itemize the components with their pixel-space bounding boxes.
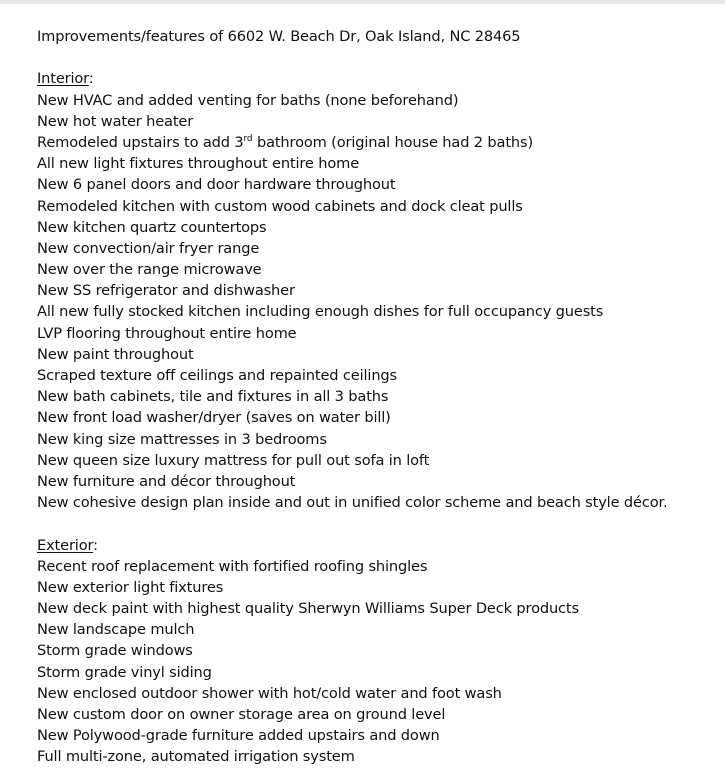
exterior-heading-line <box>37 535 717 556</box>
exterior-heading: Exterior <box>37 536 94 554</box>
top-divider <box>0 0 725 4</box>
list-item: New paint throughout <box>37 345 194 363</box>
list-item: Full multi-zone, automated irrigation system <box>37 748 355 766</box>
list-item: New queen size luxury mattress for pull out sofa in loft <box>37 451 430 469</box>
list-item <box>37 132 717 153</box>
list-item: Remodeled kitchen with custom wood cabinets and dock cleat pulls <box>37 197 523 215</box>
list-item: New custom door on owner storage area on ground level <box>37 706 446 723</box>
list-item: New over the range microwave <box>37 261 262 279</box>
interior-heading: Interior <box>37 70 89 88</box>
exterior-heading-colon: : <box>93 536 98 554</box>
list-item-text: bathroom (original house had 2 baths) <box>252 133 534 151</box>
spacer <box>37 513 717 534</box>
list-item: All new fully stocked kitchen including enough dishes for full occupancy guests <box>37 303 604 321</box>
list-item: New SS refrigerator and dishwasher <box>37 282 295 300</box>
list-item: New front load washer/dryer (saves on water bill) <box>37 409 391 427</box>
list-item: New exterior light fixtures <box>37 578 224 596</box>
list-item: New deck paint with highest quality Sherwyn Williams Super Deck products <box>37 600 579 618</box>
list-item: New bath cabinets, tile and fixtures in all 3 baths <box>37 388 389 406</box>
list-item: New cohesive design plan inside and out in unified color scheme and beach style décor. <box>37 494 668 512</box>
document-body <box>37 26 717 768</box>
list-item: New enclosed outdoor shower with hot/cold water and foot wash <box>37 684 502 702</box>
document-title: Improvements/features of 6602 W. Beach Dr, Oak Island, NC 28465 <box>37 28 521 45</box>
list-item: New kitchen quartz countertops <box>37 218 267 236</box>
list-item: All new light fixtures throughout entire home <box>37 155 360 173</box>
list-item: New HVAC and added venting for baths (none beforehand) <box>37 91 459 109</box>
interior-heading-line <box>37 68 717 89</box>
list-item: New 6 panel doors and door hardware throughout <box>37 176 396 194</box>
interior-heading-colon: : <box>88 70 94 88</box>
ordinal-superscript: rd <box>243 133 253 144</box>
list-item: Recent roof replacement with fortified roofing shingles <box>37 557 428 575</box>
list-item: New Polywood-grade furniture added upstairs and down <box>37 727 440 745</box>
list-item: New king size mattresses in 3 bedrooms <box>37 430 327 448</box>
list-item: New furniture and décor throughout <box>37 472 296 490</box>
list-item: Storm grade vinyl siding <box>37 663 212 681</box>
interior-list <box>37 90 717 514</box>
spacer <box>37 47 717 68</box>
list-item: New hot water heater <box>37 112 194 130</box>
list-item-text: Remodeled upstairs to add 3 <box>37 133 244 151</box>
list-item: New convection/air fryer range <box>37 239 260 257</box>
list-item: Storm grade windows <box>37 642 193 660</box>
list-item: Scraped texture off ceilings and repainted ceilings <box>37 367 397 384</box>
exterior-list <box>37 556 717 768</box>
list-item: LVP flooring throughout entire home <box>37 324 297 342</box>
list-item: New landscape mulch <box>37 621 195 639</box>
